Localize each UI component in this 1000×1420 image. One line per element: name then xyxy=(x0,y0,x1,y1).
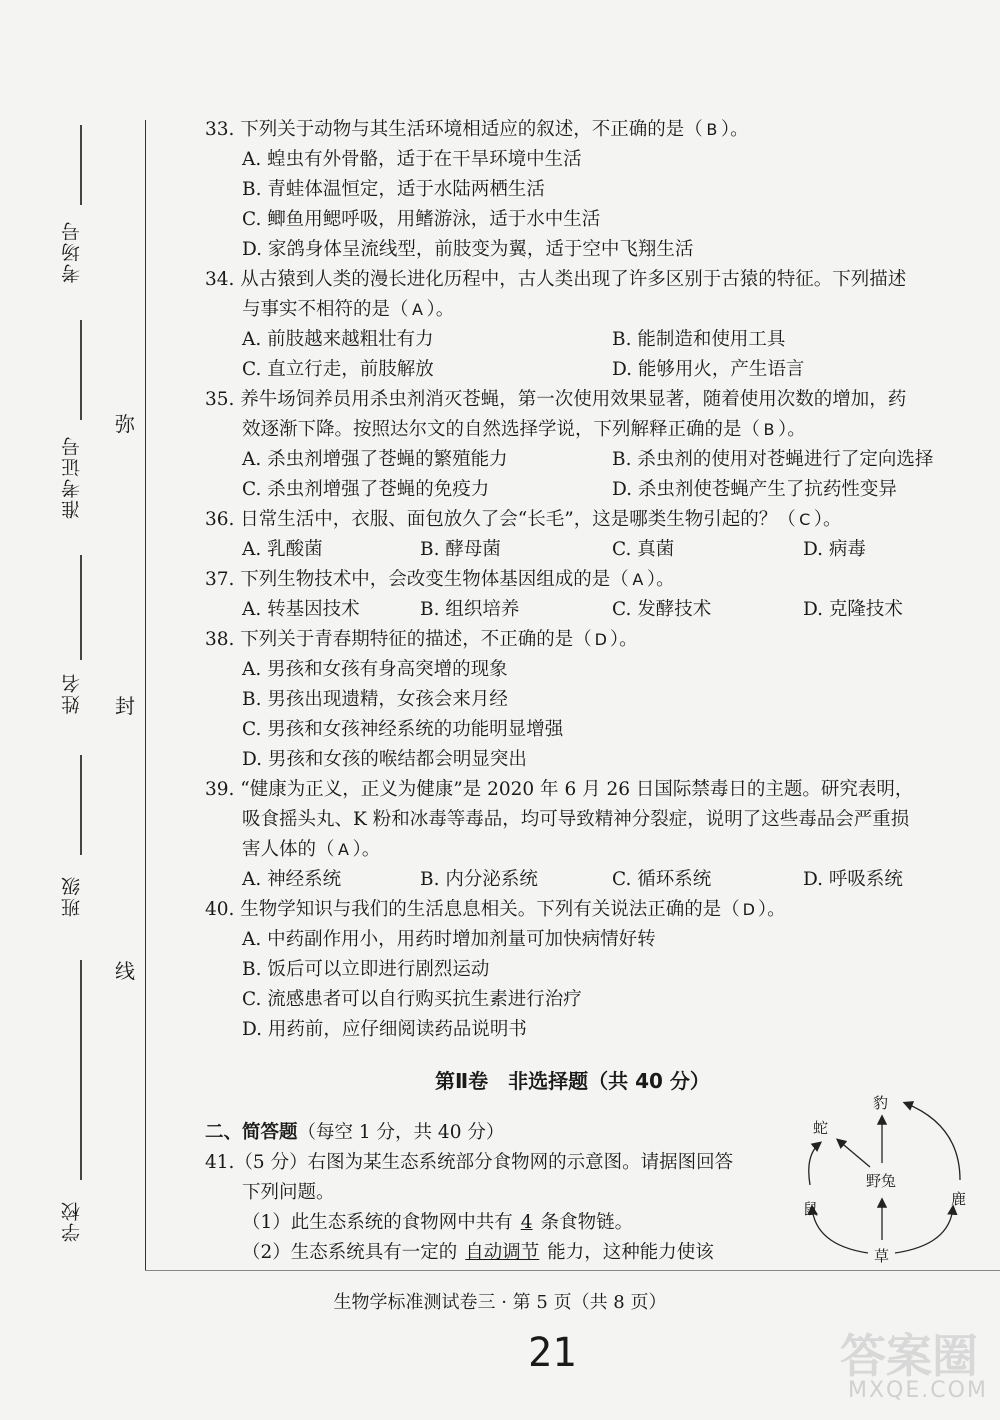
option: B. 杀虫剂的使用对苍蝇进行了定向选择 xyxy=(612,449,934,470)
question-35-cont: 效逐渐下降。按照达尔文的自然选择学说，下列解释正确的是（ B ）。 xyxy=(242,415,806,445)
option: A. 神经系统 xyxy=(242,869,342,890)
option: D. 杀虫剂使苍蝇产生了抗药性变异 xyxy=(612,479,897,500)
footer-rule xyxy=(145,1270,1000,1271)
node-leopard: 豹 xyxy=(873,1094,889,1112)
answer: A xyxy=(338,840,349,859)
option: D. 能够用火，产生语言 xyxy=(612,359,805,380)
answer: D xyxy=(742,900,755,919)
sub-question-1: （1）此生态系统的食物网中共有 4 条食物链。 xyxy=(242,1212,634,1233)
option: D. 家鸽身体呈流线型，前肢变为翼，适于空中飞翔生活 xyxy=(242,239,694,260)
option: B. 男孩出现遗精，女孩会来月经 xyxy=(242,689,508,710)
question-36: 36. 日常生活中，衣服、面包放久了会“长毛”，这是哪类生物引起的？（ C ）。 xyxy=(205,505,842,535)
option: A. 乳酸菌 xyxy=(242,539,323,560)
watermark-url: MXQE.COM xyxy=(848,1378,988,1403)
node-mouse: 鼠 xyxy=(803,1200,819,1218)
question-39: 39. “健康为正义，正义为健康”是 2020 年 6 月 26 日国际禁毒日的主题。研究表明， xyxy=(205,779,914,800)
sub-question-2: （2）生态系统具有一定的 自动调节 能力，这种能力使该 xyxy=(242,1242,714,1263)
option: B. 内分泌系统 xyxy=(420,869,538,890)
question-33: 33. 下列关于动物与其生活环境相适应的叙述，不正确的是（ B ）。 xyxy=(205,115,749,145)
section-title: 第Ⅱ卷 非选择题（共 40 分） xyxy=(435,1069,710,1093)
option: D. 用药前，应仔细阅读药品说明书 xyxy=(242,1019,527,1040)
arrow-rabbit-snake xyxy=(838,1140,870,1167)
answer: D xyxy=(594,630,607,649)
question-41: 41.（5 分）右图为某生态系统部分食物网的示意图。请据图回答 xyxy=(205,1152,734,1173)
blank-line xyxy=(80,125,82,205)
option: C. 循环系统 xyxy=(612,869,712,890)
option: D. 克隆技术 xyxy=(803,599,903,620)
option: C. 男孩和女孩神经系统的功能明显增强 xyxy=(242,719,564,740)
option: D. 病毒 xyxy=(803,539,866,560)
arrow-mouse-snake xyxy=(809,1143,820,1185)
watermark-logo: 答案圈 xyxy=(840,1329,978,1383)
arrow-deer-leopard xyxy=(905,1103,960,1180)
question-37: 37. 下列生物技术中，会改变生物体基因组成的是（ A ）。 xyxy=(205,565,675,595)
node-grass: 草 xyxy=(874,1247,890,1265)
option: A. 蝗虫有外骨骼，适于在干旱环境中生活 xyxy=(242,149,582,170)
option: C. 真菌 xyxy=(612,539,675,560)
option: C. 鲫鱼用鳃呼吸，用鳍游泳，适于水中生活 xyxy=(242,209,601,230)
option: B. 青蛙体温恒定，适于水陆两栖生活 xyxy=(242,179,545,200)
option: D. 呼吸系统 xyxy=(803,869,903,890)
option: B. 饭后可以立即进行剧烈运动 xyxy=(242,959,490,980)
question-39-cont: 吸食摇头丸、K 粉和冰毒等毒品，均可导致精神分裂症，说明了这些毒品会严重损 xyxy=(242,809,910,830)
answer: B xyxy=(706,120,718,139)
option: A. 杀虫剂增强了苍蝇的繁殖能力 xyxy=(242,449,508,470)
answer: A xyxy=(632,570,644,589)
option: B. 能制造和使用工具 xyxy=(612,329,786,350)
question-34: 34. 从古猿到人类的漫长进化历程中，古人类出现了许多区别于古猿的特征。下列描述 xyxy=(205,269,907,290)
answer: A xyxy=(412,300,423,319)
blank-line xyxy=(80,960,82,1180)
school-label: 学校 xyxy=(61,1200,83,1242)
question-40: 40. 生物学知识与我们的生活息息相关。下列有关说法正确的是（ D ）。 xyxy=(205,895,786,925)
option: A. 中药副作用小，用药时增加剂量可加快病情好转 xyxy=(242,929,656,950)
class-label: 班级 xyxy=(61,875,83,917)
option: C. 直立行走，前肢解放 xyxy=(242,359,434,380)
handwritten-number: 21 xyxy=(528,1330,577,1376)
question-35: 35. 养牛场饲养员用杀虫剂消灭苍蝇，第一次使用效果显著，随着使用次数的增加，药 xyxy=(205,389,907,410)
arrow-grass-deer xyxy=(895,1207,953,1253)
answer: C xyxy=(799,510,811,529)
seal-char: 线 xyxy=(115,959,135,983)
question-39-cont: 害人体的（ A ）。 xyxy=(242,835,380,865)
option: C. 流感患者可以自行购买抗生素进行治疗 xyxy=(242,989,582,1010)
ticket-number-label: 准考证号 xyxy=(61,435,83,519)
filled-answer: 自动调节 xyxy=(465,1242,540,1263)
name-label: 姓名 xyxy=(61,672,83,714)
option: A. 转基因技术 xyxy=(242,599,360,620)
question-34-cont: 与事实不相符的是（ A ）。 xyxy=(242,295,454,325)
node-snake: 蛇 xyxy=(813,1119,829,1137)
part2-heading: 二、简答题（每空 1 分，共 40 分） xyxy=(205,1122,505,1143)
blank-line xyxy=(80,555,82,660)
question-38: 38. 下列关于青春期特征的描述，不正确的是（ D ）。 xyxy=(205,625,638,655)
node-rabbit: 野兔 xyxy=(866,1172,897,1190)
option: A. 男孩和女孩有身高突增的现象 xyxy=(242,659,508,680)
seal-char: 弥 xyxy=(115,412,135,436)
option: A. 前肢越来越粗壮有力 xyxy=(242,329,434,350)
page-footer: 生物学标准测试卷三 · 第 5 页（共 8 页） xyxy=(333,1292,667,1313)
option: C. 发酵技术 xyxy=(612,599,712,620)
option: C. 杀虫剂增强了苍蝇的免疫力 xyxy=(242,479,490,500)
option: B. 组织培养 xyxy=(420,599,520,620)
option: D. 男孩和女孩的喉结都会明显突出 xyxy=(242,749,527,770)
option: B. 酵母菌 xyxy=(420,539,501,560)
arrow-grass-mouse xyxy=(812,1207,868,1253)
seal-char: 封 xyxy=(115,694,135,718)
blank-line xyxy=(80,755,82,855)
exam-room-label: 考场号 xyxy=(61,220,83,283)
blank-line xyxy=(80,320,82,420)
binding-line xyxy=(145,120,146,1270)
node-deer: 鹿 xyxy=(951,1190,967,1208)
filled-answer: 4 xyxy=(520,1212,533,1233)
question-41-cont: 下列问题。 xyxy=(242,1182,335,1203)
answer: B xyxy=(763,420,775,439)
